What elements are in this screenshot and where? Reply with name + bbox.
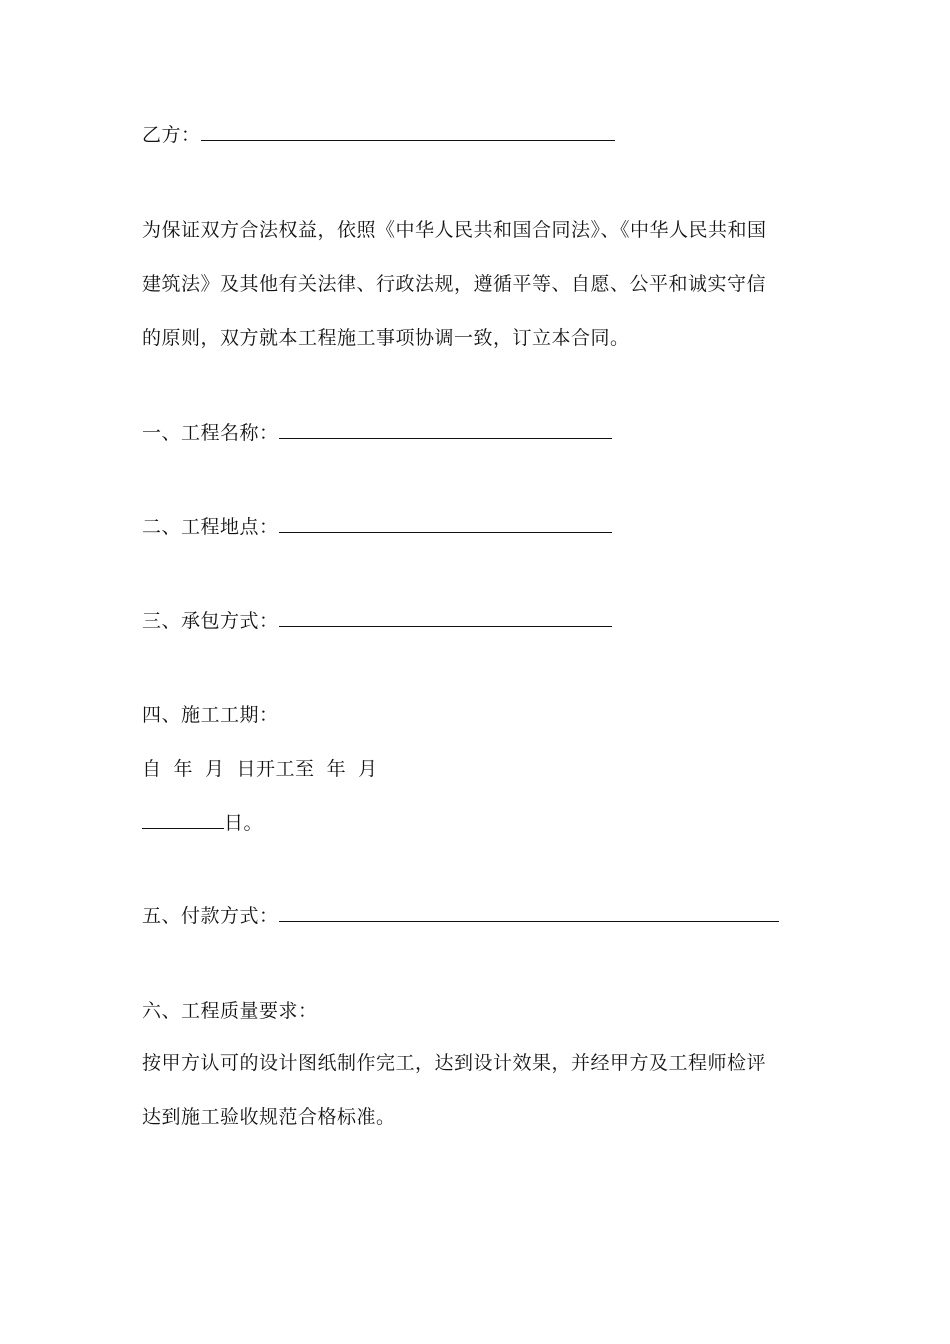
construction-period-heading: 四、施工工期： [142,704,279,726]
project-location-line [142,514,612,540]
construction-period-end [142,810,263,836]
preamble-line-3: 的原则，双方就本工程施工事项协调一致，订立本合同。 [142,327,630,349]
project-name-line [142,420,612,446]
period-end-day-blank [142,810,224,829]
quality-requirements-line-1: 按甲方认可的设计图纸制作完工，达到设计效果，并经甲方及工程师检评 [142,1052,767,1074]
project-name-blank [279,420,612,439]
preamble-line-2: 建筑法》及其他有关法律、行政法规，遵循平等、自愿、公平和诚实守信 [142,273,767,295]
party-b-line [142,122,615,148]
contract-method-line [142,608,612,634]
project-location-label: 二、工程地点： [142,516,279,538]
contract-method-blank [279,608,612,627]
construction-period-dates [142,756,378,782]
quality-requirements-line-2: 达到施工验收规范合格标准。 [142,1106,396,1128]
party-b-label: 乙方： [142,124,201,146]
project-location-blank [279,514,612,533]
contract-method-label: 三、承包方式： [142,610,279,632]
payment-method-line [142,903,779,929]
project-name-label: 一、工程名称： [142,422,279,444]
preamble-line-1: 为保证双方合法权益，依照《中华人民共和国合同法》、《中华人民共和国 [142,219,767,241]
period-end-suffix: 日。 [224,812,264,834]
quality-requirements-heading: 六、工程质量要求： [142,1000,318,1022]
period-start-year: 年 [173,758,194,780]
period-start-month: 月 [205,758,225,780]
payment-method-label: 五、付款方式： [142,905,279,927]
party-b-blank [201,122,615,141]
period-start-day: 日开工至 [236,758,315,780]
period-from: 自 [142,758,162,780]
period-end-month: 月 [358,758,378,780]
payment-method-blank [279,903,779,922]
period-end-year: 年 [326,758,347,780]
